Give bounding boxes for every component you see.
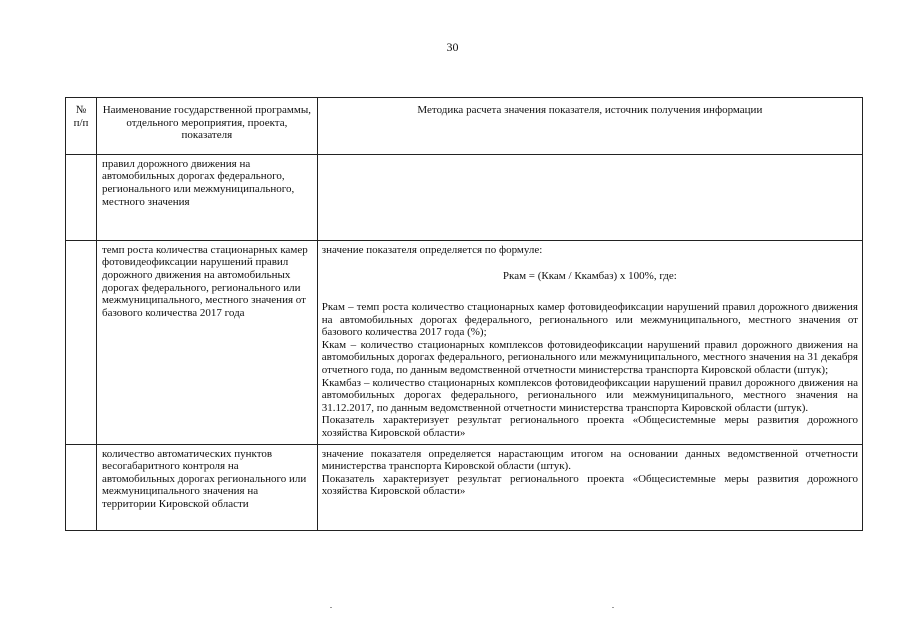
row-num-cell	[66, 444, 97, 530]
page-number: 30	[446, 40, 459, 54]
indicator-table	[65, 97, 863, 531]
method-cell	[317, 444, 862, 530]
method-paragraph: Показатель характеризует результат регионального проекта «Общесистемные меры развития дорожного хозяйства Кировской области»	[321, 472, 858, 498]
row-num-cell	[66, 154, 97, 240]
header-method: Методика расчета значения показателя, источник получения информации	[317, 98, 862, 155]
method-intro: значение показателя определяется по формуле:	[321, 243, 543, 256]
header-num: № п/п	[66, 98, 97, 155]
table-header-row	[66, 98, 863, 155]
method-paragraph: Ркам – темп роста количество стационарных камер фотовидеофиксации нарушений правил дорожного движения на автомобильных дорогах федерального, регионального или межмуниципального, местного значения от базового количества 2017 года (%);	[321, 300, 858, 339]
method-paragraph: Ккамбаз – количество стационарных комплексов фотовидеофиксации нарушений правил дорожного движения на автомобильных дорогах федерального, регионального или межмуниципального, местного значения на 31.12.2017, по данным ведомственной отчетности министерства транспорта Кировской области (штук).	[321, 376, 858, 414]
scan-speck	[330, 607, 332, 608]
table-row	[66, 240, 863, 444]
table-row	[66, 444, 863, 530]
table-row	[66, 154, 863, 240]
method-paragraph: Показатель характеризует результат регионального проекта «Общесистемные меры развития дорожного хозяйства Кировской области»	[321, 414, 858, 439]
row-num-cell	[66, 240, 97, 444]
indicator-name-cell: темп роста количества стационарных камер фотовидеофиксации нарушений правил дорожного движения на автомобильных дорогах федерального, регионального или межмуниципального, местного значения от базового количества 2017 года	[96, 240, 317, 444]
method-cell	[317, 154, 862, 240]
header-name: Наименование государственной программы, отдельного мероприятия, проекта, показателя	[96, 98, 317, 155]
method-paragraph: значение показателя определяется нарастающим итогом на основании данных ведомственной отчетности министерства транспорта Кировской области (штук).	[321, 447, 858, 473]
indicator-name-cell: правил дорожного движения на автомобильных дорогах федерального, регионального или межмуниципального, местного значения	[96, 154, 317, 240]
scan-speck	[612, 607, 614, 608]
method-paragraph: Ккам – количество стационарных комплексов фотовидеофиксации нарушений правил дорожного движения на автомобильных дорогах федерального, регионального или межмуниципального, местного значения на 31 декабря отчетного года, по данным ведомственной отчетности министерства транспорта Кировской области (штук);	[321, 338, 858, 376]
method-cell	[317, 240, 862, 444]
indicator-name-cell: количество автоматических пунктов весогабаритного контроля на автомобильных дорогах регионального или межмуниципального значения на территории Кировской области	[96, 444, 317, 530]
formula: Ркам = (Ккам / Ккамбаз) х 100%, где:	[502, 270, 677, 283]
